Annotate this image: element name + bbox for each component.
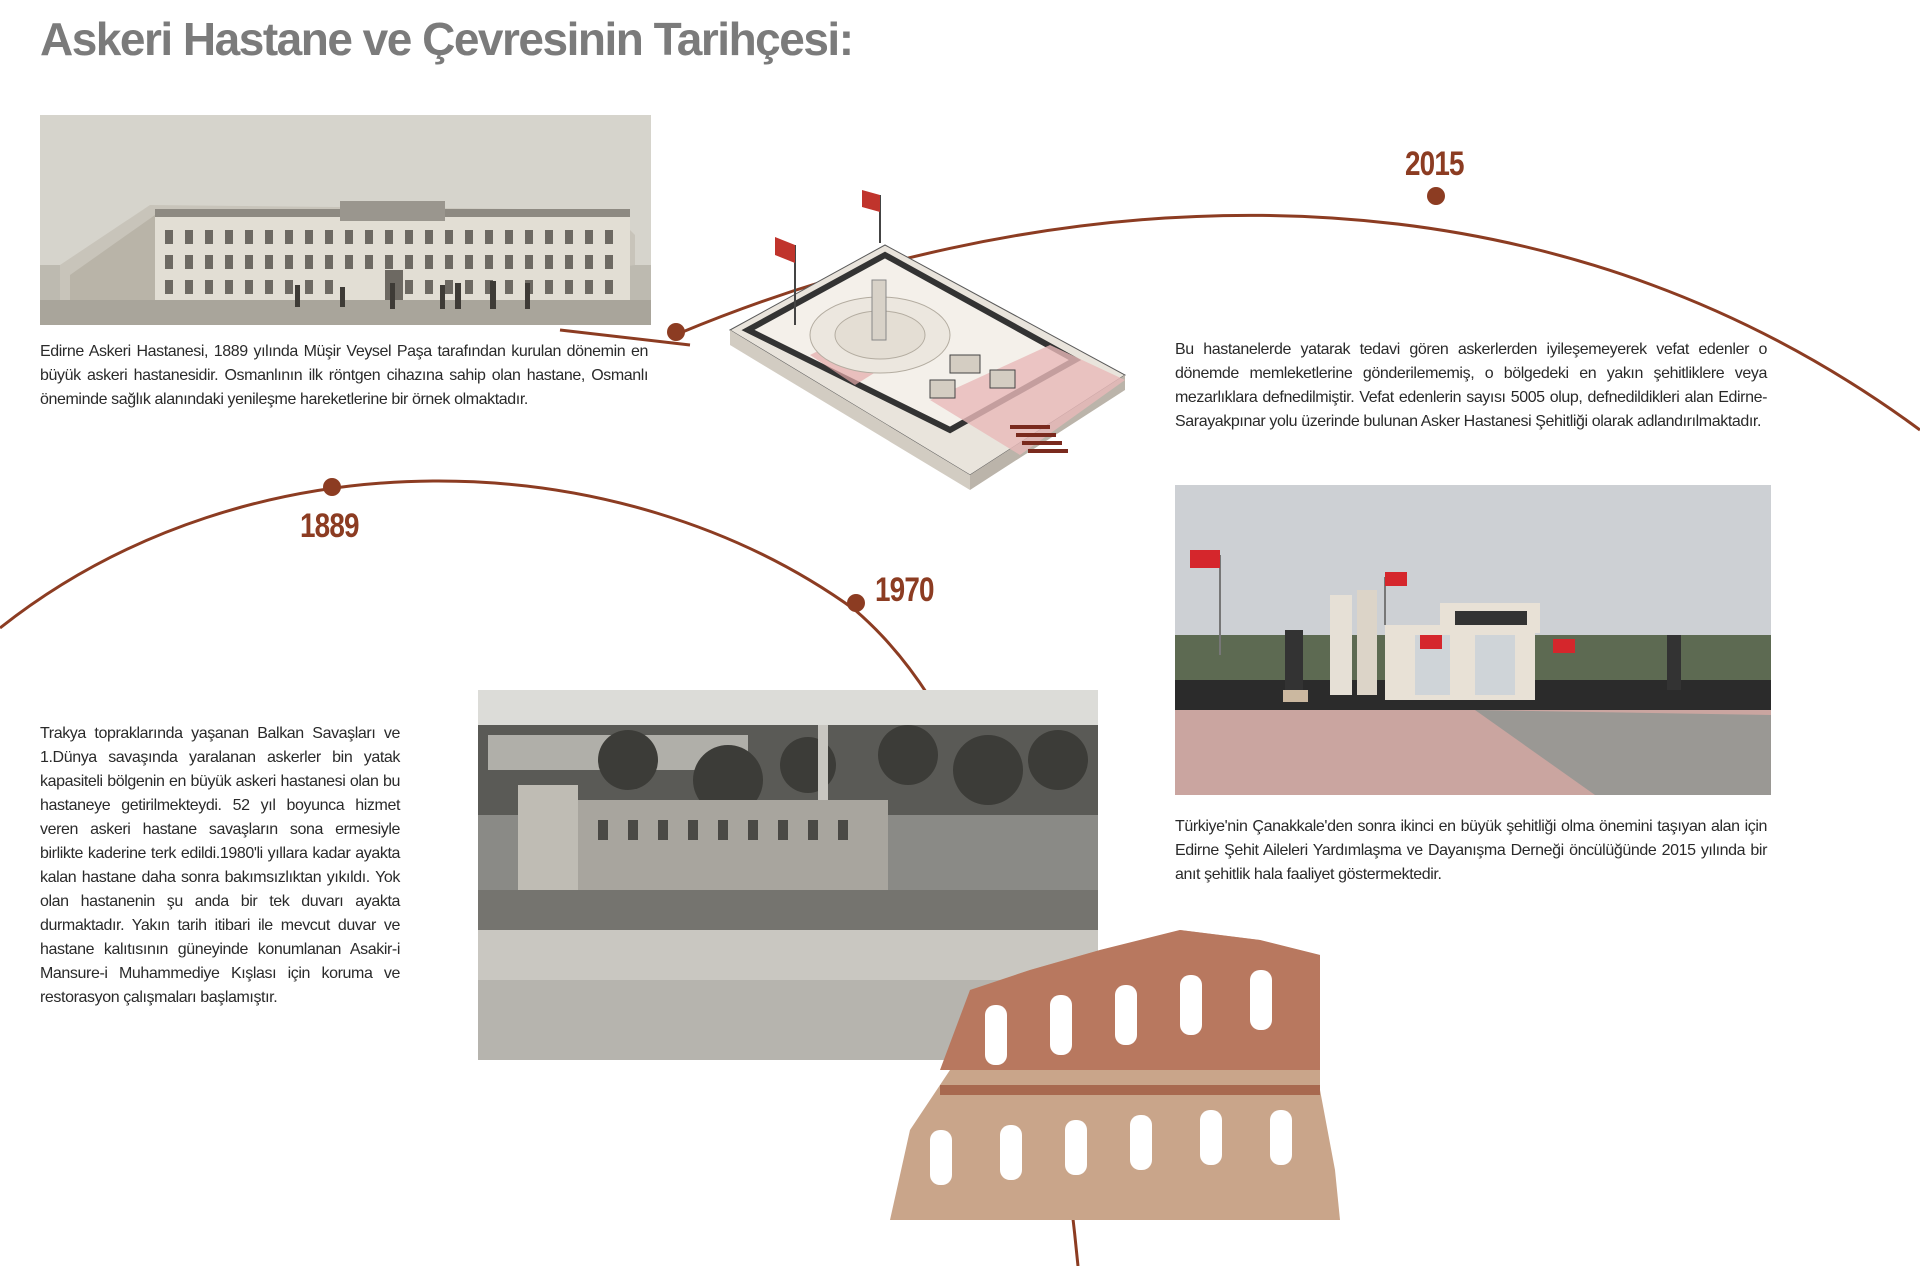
martyrs-monument-photo <box>1175 485 1771 795</box>
intro-1889-text: Edirne Askeri Hastanesi, 1889 yılında Müşir Veysel Paşa tarafından kurulan dönemin en büyük askeri hastanesidir. Osmanlının ilk röntgen cihazına sahip olan hastane, Osmanlı öneminde sağlık alanındaki yenileşme hareketlerine bir örnek olmaktadır. <box>40 343 648 408</box>
dot-connector <box>667 323 685 341</box>
martyrs-2015-text: Bu hastanelerde yatarak tedavi gören askerlerden iyileşemeyerek vefat edenler o dönemde memleketlerine gönderilememiş, o bölgedeki en yakın şehitliklere veya mezarlıklara defnedilmiştir. Vefat edenlerin sayısı 5005 olup, defnedildikleri alan Edirne-Sarayakpınar yolu üzerinde bulunan Asker Hastanesi Şehitliği olarak adlandırılmaktadır. <box>1175 341 1767 430</box>
dot-1970 <box>847 594 865 612</box>
page-title: Askeri Hastane ve Çevresinin Tarihçesi: <box>40 13 853 65</box>
history-1970-text: Trakya topraklarında yaşanan Balkan Savaşları ve 1.Dünya savaşında yaralanan askerler bin yatak kapasiteli bölgenin en büyük askeri hastanesi olan bu hastaneye getirilmekteydi. 52 yıl boyunca hizmet veren askeri hastane savaşların sona ermesiyle birlikte kaderine terk edildi.1980'li yıllara kadar ayakta kalan hastane daha sonra bakımsızlıktan yıkıldı. Yok olan hastanenin şu anda bir tek duvarı ayakta durmaktadır. Yakın tarih itibari ile mevcut duvar ve hastane kalıtısının güneyinde konumlanan Asakir-i Mansure-i Muhammediye Kışlası için koruma ve restorasyon çalışmaları başlamıştır. <box>40 725 400 1006</box>
old-hospital-engraving <box>40 115 651 325</box>
dot-1889 <box>323 478 341 496</box>
year-2015: 2015 <box>1405 145 1464 183</box>
martyrs-cemetery-axonometric <box>720 185 1140 490</box>
remaining-brick-wall <box>880 930 1395 1230</box>
year-1970: 1970 <box>875 571 934 609</box>
dot-2015 <box>1427 187 1445 205</box>
monument-2015-text: Türkiye'nin Çanakkale'den sonra ikinci en büyük şehitliği olma önemini taşıyan alan için Edirne Şehit Aileleri Yardımlaşma ve Dayanışma Derneği öncülüğünde 2015 yılında bir anıt şehitlik hala faaliyet göstermektedir. <box>1175 818 1767 883</box>
year-1889: 1889 <box>300 507 359 545</box>
